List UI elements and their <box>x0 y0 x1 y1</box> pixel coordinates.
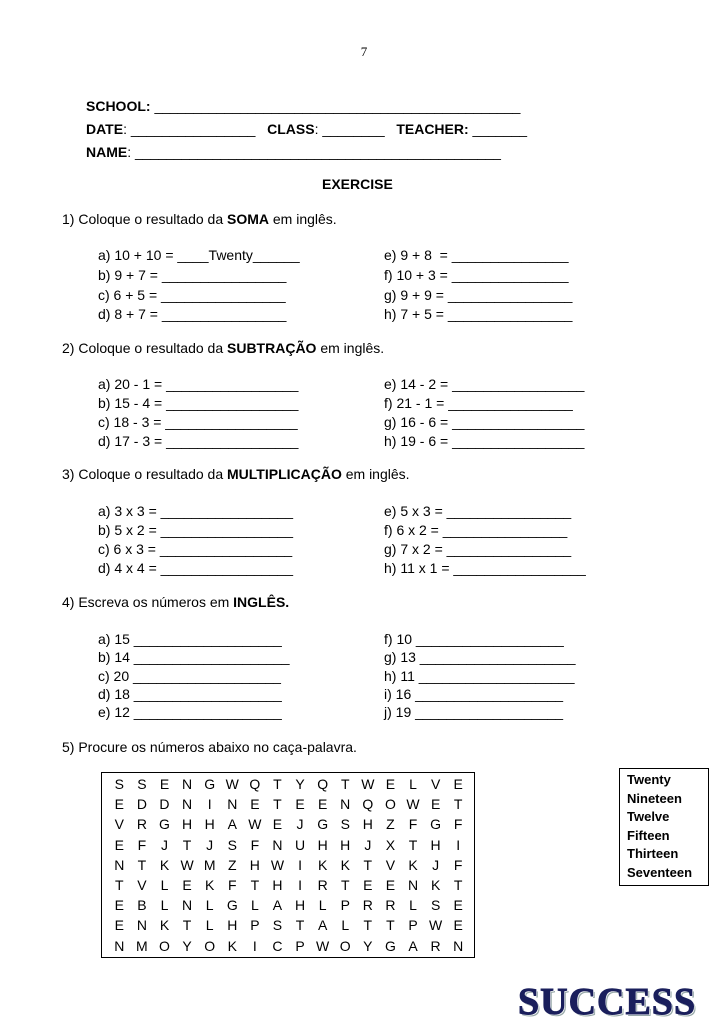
word-search-cell[interactable]: Y <box>295 776 305 793</box>
word-search-cell[interactable]: L <box>160 877 169 894</box>
word-search-cell[interactable]: T <box>386 917 395 934</box>
word-search-cell[interactable]: N <box>407 877 419 894</box>
word-search-cell[interactable]: J <box>432 856 440 873</box>
word-search-cell[interactable]: R <box>136 816 147 833</box>
word-search-cell[interactable]: G <box>204 776 216 793</box>
word-search-cell[interactable]: S <box>272 917 283 934</box>
word-search-cell[interactable]: I <box>252 937 257 954</box>
word-search-cell[interactable]: V <box>114 816 124 833</box>
teacher-line[interactable]: _______ <box>468 121 528 137</box>
item-2f[interactable]: f) 21 - 1 = ________________ <box>384 395 573 411</box>
item-3h[interactable]: h) 11 x 1 = _________________ <box>384 560 586 576</box>
word-search-cell[interactable]: H <box>204 816 215 833</box>
word-search-grid <box>101 772 475 958</box>
word-search-cell[interactable]: U <box>294 836 306 853</box>
item-2e[interactable]: e) 14 - 2 = _________________ <box>384 376 585 392</box>
word-search-row <box>108 814 470 834</box>
word-search-cell[interactable]: L <box>409 776 417 793</box>
word-search-cell[interactable]: Z <box>227 856 237 873</box>
word-search-cell[interactable]: H <box>272 877 283 894</box>
word-search-cell[interactable]: H <box>227 917 238 934</box>
word-search-cell[interactable]: Q <box>362 796 374 813</box>
section-3-heading: 3) Coloque o resultado da MULTIPLICAÇÃO em inglês. <box>62 466 410 482</box>
item-4d[interactable]: d) 18 ___________________ <box>98 686 282 702</box>
word-search-cell[interactable]: W <box>225 776 239 793</box>
word-search-cell[interactable]: H <box>249 856 260 873</box>
word-search-cell[interactable]: K <box>340 856 350 873</box>
word-search-cell[interactable]: H <box>294 897 306 914</box>
word-search-cell[interactable]: Q <box>317 776 329 793</box>
name-row <box>86 143 501 161</box>
word-list-item: Twelve <box>627 809 670 824</box>
word-search-cell[interactable]: I <box>298 856 302 873</box>
word-search-cell[interactable]: T <box>340 877 350 894</box>
word-search-cell[interactable]: N <box>227 796 238 813</box>
word-search-cell[interactable]: S <box>114 776 124 793</box>
word-search-cell[interactable]: G <box>159 816 170 833</box>
item-4j[interactable]: j) 19 ___________________ <box>384 704 564 720</box>
word-search-cell[interactable]: N <box>136 917 147 934</box>
word-search-cell[interactable]: K <box>205 877 215 894</box>
item-4f[interactable]: f) 10 ___________________ <box>384 631 564 647</box>
word-search-cell[interactable]: R <box>385 897 396 914</box>
word-search-cell[interactable]: O <box>339 937 351 954</box>
word-search-row <box>108 895 470 915</box>
word-search-row <box>108 936 470 956</box>
date-line[interactable]: : ________________ <box>123 121 256 137</box>
word-search-cell[interactable]: K <box>159 917 170 934</box>
word-search-cell[interactable]: E <box>453 776 463 793</box>
word-search-row <box>108 875 470 895</box>
word-search-cell[interactable]: F <box>250 836 260 853</box>
word-search-cell[interactable]: P <box>408 917 418 934</box>
word-search-cell[interactable]: J <box>296 816 304 833</box>
item-3f[interactable]: f) 6 x 2 = ________________ <box>384 522 568 538</box>
word-search-cell[interactable]: M <box>136 937 148 954</box>
word-search-cell[interactable]: E <box>159 776 170 793</box>
word-search-cell[interactable]: T <box>182 836 192 853</box>
item-2c[interactable]: c) 18 - 3 = _________________ <box>98 414 298 430</box>
item-2g[interactable]: g) 16 - 6 = _________________ <box>384 414 585 430</box>
word-search-cell[interactable]: T <box>115 877 124 894</box>
word-search-row <box>108 774 470 794</box>
exercise-title: EXERCISE <box>322 176 393 192</box>
word-search-cell[interactable]: E <box>114 917 124 934</box>
word-search-cell[interactable]: S <box>227 836 237 853</box>
word-search-cell[interactable]: E <box>385 877 396 894</box>
word-search-cell[interactable]: H <box>340 836 351 853</box>
word-search-cell[interactable]: T <box>137 856 147 873</box>
item-1a[interactable]: a) 10 + 10 = ____Twenty______ <box>98 247 300 263</box>
word-search-cell[interactable]: E <box>317 796 328 813</box>
item-1d[interactable]: d) 8 + 7 = ________________ <box>98 306 287 322</box>
word-search-cell[interactable]: W <box>361 776 375 793</box>
word-search-cell[interactable]: V <box>385 856 396 873</box>
word-search-cell[interactable]: W <box>270 856 285 873</box>
word-search-cell[interactable]: S <box>430 897 441 914</box>
word-search-cell[interactable]: N <box>182 796 193 813</box>
word-search-cell[interactable]: L <box>205 917 214 934</box>
item-2h[interactable]: h) 19 - 6 = _________________ <box>384 433 585 449</box>
word-search-cell[interactable]: W <box>406 796 420 813</box>
word-search-cell[interactable]: P <box>295 937 305 954</box>
word-search-cell[interactable]: E <box>295 796 305 813</box>
class-line[interactable]: : ________ <box>314 121 385 137</box>
word-search-cell[interactable]: T <box>182 917 192 934</box>
page-number: 7 <box>360 44 368 59</box>
word-search-cell[interactable]: I <box>298 877 302 894</box>
word-search-cell[interactable]: V <box>137 877 147 894</box>
item-1h[interactable]: h) 7 + 5 = ________________ <box>384 306 573 322</box>
section-4-heading: 4) Escreva os números em INGLÊS. <box>62 594 290 610</box>
word-search-cell[interactable]: E <box>114 897 124 914</box>
word-search-cell[interactable]: O <box>204 937 216 954</box>
word-search-cell[interactable]: J <box>206 836 214 853</box>
word-search-cell[interactable]: T <box>453 796 463 813</box>
word-search-cell[interactable]: T <box>453 877 463 894</box>
word-search-cell[interactable]: Y <box>182 937 192 954</box>
word-search-cell[interactable]: P <box>250 917 260 934</box>
word-search-cell[interactable]: E <box>453 917 463 934</box>
word-search-row <box>108 855 470 875</box>
word-search-cell[interactable]: H <box>430 836 441 853</box>
item-4a[interactable]: a) 15 ___________________ <box>98 631 282 647</box>
word-search-cell[interactable]: M <box>203 856 216 873</box>
word-search-cell[interactable]: V <box>430 776 441 793</box>
word-search-cell[interactable]: T <box>363 917 373 934</box>
item-2a[interactable]: a) 20 - 1 = _________________ <box>98 376 299 392</box>
success-logo: SUCCESS <box>518 981 697 1023</box>
word-search-cell[interactable]: N <box>114 856 125 873</box>
date-class-teacher-row <box>86 120 527 138</box>
word-search-cell[interactable]: B <box>137 897 147 914</box>
word-search-cell[interactable]: A <box>408 937 418 954</box>
section-2-heading: 2) Coloque o resultado da SUBTRAÇÃO em inglês. <box>62 340 385 356</box>
word-search-cell[interactable]: K <box>227 937 237 954</box>
name-line[interactable]: : _______________________________________________ <box>127 144 501 160</box>
item-4i[interactable]: i) 16 ___________________ <box>384 686 564 702</box>
word-search-cell[interactable]: W <box>316 937 330 954</box>
word-search-cell[interactable]: J <box>160 836 168 853</box>
word-list-item: Seventeen <box>627 864 693 880</box>
word-search-cell[interactable]: J <box>364 836 372 853</box>
word-search-cell[interactable]: K <box>317 856 328 873</box>
word-search-cell[interactable]: O <box>384 796 396 813</box>
word-search-cell[interactable]: H <box>362 816 373 833</box>
word-search-cell[interactable]: E <box>114 796 124 813</box>
word-search-cell[interactable]: E <box>272 816 283 833</box>
word-search-cell[interactable]: N <box>272 836 283 853</box>
word-search-cell[interactable]: A <box>227 816 237 833</box>
word-search-cell[interactable]: L <box>409 897 417 914</box>
word-search-cell[interactable]: E <box>430 796 441 813</box>
word-search-cell[interactable]: F <box>227 877 237 894</box>
school-line[interactable]: _______________________________________________ <box>150 98 521 114</box>
word-search-cell[interactable]: D <box>159 796 170 813</box>
word-search-cell[interactable]: G <box>430 816 442 833</box>
word-search-cell[interactable]: D <box>136 796 147 813</box>
section-1-heading: 1) Coloque o resultado da SOMA em inglês. <box>62 211 337 227</box>
item-3b[interactable]: b) 5 x 2 = _________________ <box>98 522 294 538</box>
item-4b[interactable]: b) 14 ____________________ <box>98 649 290 665</box>
word-search-cell[interactable]: Y <box>363 937 373 954</box>
item-1g[interactable]: g) 9 + 9 = ________________ <box>384 287 573 303</box>
word-search-cell[interactable]: X <box>385 836 396 853</box>
class-label: CLASS <box>267 121 315 137</box>
word-list-item: Fifteen <box>627 827 670 843</box>
word-search-cell[interactable]: E <box>363 877 373 894</box>
item-3e[interactable]: e) 5 x 3 = ________________ <box>384 503 572 519</box>
word-search-cell[interactable]: A <box>317 917 328 934</box>
word-search-row <box>108 794 470 814</box>
word-search-cell[interactable]: T <box>408 836 418 853</box>
word-search-cell[interactable]: A <box>272 897 283 914</box>
word-search-cell[interactable]: T <box>273 776 282 793</box>
word-search-cell[interactable]: W <box>180 856 194 873</box>
word-search-cell[interactable]: F <box>137 836 147 853</box>
word-list-box <box>619 768 709 886</box>
word-search-cell[interactable]: P <box>340 897 350 914</box>
word-search-cell[interactable]: L <box>160 897 169 914</box>
word-search-cell[interactable]: W <box>429 917 443 934</box>
word-search-cell[interactable]: R <box>430 937 441 954</box>
word-search-cell[interactable]: W <box>248 816 262 833</box>
word-search-cell[interactable]: K <box>408 856 418 873</box>
word-search-cell[interactable]: L <box>341 917 350 934</box>
word-search-cell[interactable]: S <box>137 776 147 793</box>
word-search-cell[interactable]: I <box>456 836 461 853</box>
word-search-cell[interactable]: I <box>207 796 212 813</box>
word-search-cell[interactable]: G <box>317 816 329 833</box>
word-search-cell[interactable]: N <box>182 776 193 793</box>
date-label: DATE <box>86 121 124 137</box>
item-4g[interactable]: g) 13 ____________________ <box>384 649 576 665</box>
word-search-table <box>108 774 470 956</box>
word-search-cell[interactable]: L <box>250 897 259 914</box>
item-3d[interactable]: d) 4 x 4 = _________________ <box>98 560 294 576</box>
word-list-item: Twenty <box>627 772 671 787</box>
word-search-cell[interactable]: G <box>384 937 396 954</box>
word-search-cell[interactable]: R <box>362 897 373 914</box>
word-search-cell[interactable]: Q <box>249 776 261 793</box>
word-search-cell[interactable]: E <box>182 877 192 894</box>
item-3g[interactable]: g) 7 x 2 = ________________ <box>384 541 572 557</box>
item-2b[interactable]: b) 15 - 4 = _________________ <box>98 395 299 411</box>
word-search-row <box>108 915 470 935</box>
word-search-cell[interactable]: E <box>114 836 124 853</box>
school-row <box>86 97 520 115</box>
word-list-item: Nineteen <box>627 790 682 806</box>
word-search-cell[interactable]: G <box>226 897 238 914</box>
item-3a[interactable]: a) 3 x 3 = _________________ <box>98 503 294 519</box>
word-search-cell[interactable]: T <box>273 796 282 813</box>
word-search-cell[interactable]: H <box>317 836 328 853</box>
word-search-cell[interactable]: E <box>385 776 396 793</box>
word-search-cell[interactable]: H <box>182 816 193 833</box>
word-search-cell[interactable]: C <box>272 937 283 954</box>
word-search-cell[interactable]: Z <box>386 816 395 833</box>
item-1f[interactable]: f) 10 + 3 = _______________ <box>384 267 569 283</box>
school-label: SCHOOL: <box>86 98 151 114</box>
word-search-cell[interactable]: L <box>205 897 214 914</box>
word-search-cell[interactable]: N <box>182 897 193 914</box>
word-search-cell[interactable]: F <box>408 816 418 833</box>
item-1b[interactable]: b) 9 + 7 = ________________ <box>98 267 287 283</box>
word-search-cell[interactable]: F <box>453 856 463 873</box>
word-search-cell[interactable]: T <box>340 776 350 793</box>
word-search-cell[interactable]: T <box>250 877 260 894</box>
word-search-cell[interactable]: F <box>453 816 463 833</box>
teacher-label: TEACHER: <box>396 121 469 137</box>
word-search-cell[interactable]: E <box>453 897 463 914</box>
word-search-cell[interactable]: N <box>114 937 125 954</box>
word-search-row <box>108 835 470 855</box>
section-5-heading: 5) Procure os números abaixo no caça-palavra. <box>62 739 357 755</box>
item-2d[interactable]: d) 17 - 3 = _________________ <box>98 433 299 449</box>
item-1c[interactable]: c) 6 + 5 = ________________ <box>98 287 286 303</box>
item-4e[interactable]: e) 12 ___________________ <box>98 704 282 720</box>
word-search-cell[interactable]: L <box>318 897 327 914</box>
word-search-cell[interactable]: E <box>250 796 260 813</box>
word-search-cell[interactable]: T <box>363 856 373 873</box>
item-4h[interactable]: h) 11 ____________________ <box>384 668 575 684</box>
name-label: NAME <box>86 144 128 160</box>
word-search-cell[interactable]: K <box>159 856 170 873</box>
word-search-cell[interactable]: N <box>453 937 464 954</box>
word-search-cell[interactable]: S <box>340 816 350 833</box>
word-search-cell[interactable]: R <box>317 877 328 894</box>
word-search-cell[interactable]: O <box>159 937 170 954</box>
word-search-cell[interactable]: K <box>430 877 441 894</box>
word-search-cell[interactable]: N <box>340 796 351 813</box>
word-list-item: Thirteen <box>627 846 679 861</box>
item-3c[interactable]: c) 6 x 3 = _________________ <box>98 541 293 557</box>
word-search-cell[interactable]: T <box>295 917 305 934</box>
item-1e[interactable]: e) 9 + 8 = _______________ <box>384 247 569 263</box>
item-4c[interactable]: c) 20 ___________________ <box>98 668 281 684</box>
